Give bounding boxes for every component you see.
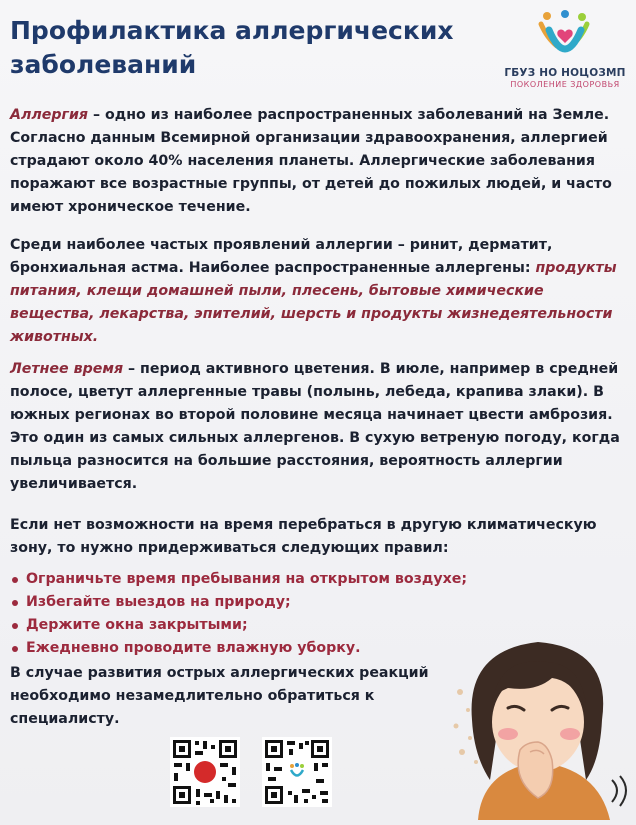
rule-item: Избегайте выездов на природу;: [10, 591, 530, 614]
paragraph-allergens: [10, 234, 628, 349]
allergy-term: Аллергия: [10, 107, 89, 123]
qr-code-icon: [170, 737, 240, 807]
allergens-list: продукты питания, клещи домашней пыли, плесень, бытовые химические вещества, лекарства, эпителий, шерсть и продукты жизнедеятельности животных.: [10, 260, 617, 345]
logo-subtitle: ПОКОЛЕНИЕ ЗДОРОВЬЯ: [510, 80, 620, 89]
family-heart-logo-icon: [535, 8, 595, 64]
logo-title: ГБУЗ НО НОЦОЗМП: [504, 67, 626, 79]
sneezing-girl-illustration: [452, 630, 636, 825]
summer-term: Летнее время: [10, 361, 124, 377]
paragraph-summer: [10, 358, 620, 496]
rule-item: Держите окна закрытыми;: [10, 614, 530, 637]
organization-logo: [500, 8, 630, 98]
paragraph-seek-help: В случае развития острых аллергических реакций необходимо незамедлительно обратиться к специалисту.: [10, 665, 429, 727]
bullet-icon: [12, 646, 18, 652]
rule-item: Ограничьте время пребывания на открытом воздухе;: [10, 568, 530, 591]
bullet-icon: [12, 577, 18, 583]
qr-code-1[interactable]: [170, 737, 240, 807]
summer-text: – период активного цветения. В июле, например в средней полосе, цветут аллергенные травы (полынь, лебеда, крапива злаки). В южных регионах во второй половине месяца начинает цвести амброзия. Это один из самых сильных аллергенов. В сухую ветреную погоду, когда пыльца разносится на большие расстояния, вероятность аллергии увеличивается.: [10, 361, 620, 492]
bullet-icon: [12, 623, 18, 629]
allergens-intro-text: Среди наиболее частых проявлений аллергии – ринит, дерматит, бронхиальная астма. Наиболее распространенные аллергены:: [10, 237, 553, 276]
qr-code-icon: [262, 737, 332, 807]
bullet-icon: [12, 600, 18, 606]
page-title: Профилактика аллергических заболеваний: [10, 16, 454, 79]
qr-code-2[interactable]: [262, 737, 332, 807]
paragraph-rules-intro: Если нет возможности на время перебраться в другую климатическую зону, то нужно придерживаться следующих правил:: [10, 517, 597, 556]
sneezing-girl-icon: [452, 630, 636, 825]
allergy-definition-text: – одно из наиболее распространенных заболеваний на Земле. Согласно данным Всемирной организации здравоохранения, аллергией страдают около 40% населения планеты. Аллергические заболевания поражают все возрастные группы, от детей до пожилых людей, и часто имеют хроническое течение.: [10, 107, 612, 215]
paragraph-allergy-definition: [10, 104, 628, 219]
rule-item: Ежедневно проводите влажную уборку.: [10, 637, 530, 660]
